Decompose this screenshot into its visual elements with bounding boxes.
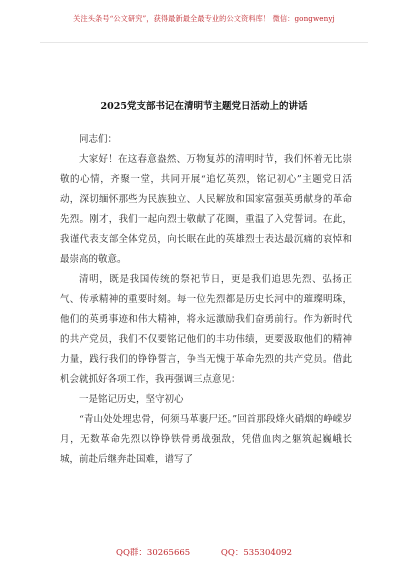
header-note: 关注头条号“公文研究”，获得最新最全最专业的公文资料库！ 微信：gongwenyj — [73, 14, 335, 23]
salutation: 同志们： — [79, 134, 118, 145]
paragraph-2: 清明，既是我国传统的祭祀节日，更是我们追思先烈、弘扬正气、传承精神的重要时刻。每一位先烈都是历史长河中的璀璨明珠，他们的英勇事迹和伟大精神，将永远激励我们奋勇前行。作为新时代的共产党员，我们不仅要铭记他们的丰功伟绩，更要汲取他们的精神力量，践行我们的铮铮誓言，争当无愧于革命先烈的共产党员。借此机会就抓好各项工作，我再强调三点意见： — [60, 274, 352, 385]
paragraph-1: 大家好！在这春意盎然、万物复苏的清明时节，我们怀着无比崇敬的心情，齐聚一堂，共同开展“追忆英烈，铭记初心”主题党日活动，深切缅怀那些为民族独立、人民解放和国家富强英勇献身的革命先烈。刚才，我们一起向烈士敬献了花圈，重温了入党誓词。在此，我谨代表支部全体党员，向长眠在此的英雄烈士表达最沉痛的哀悼和最崇高的敬意。 — [60, 154, 352, 265]
section-heading-1: 一是铭记历史，坚守初心 — [79, 394, 184, 405]
paragraph-3: “青山处处埋忠骨，何须马革裹尸还。”回首那段烽火硝烟的峥嵘岁月，无数革命先烈以铮铮铁骨勇战强敌，凭借血肉之躯筑起巍峨长城，前赴后继奔赴国难，谱写了 — [60, 414, 352, 465]
header-divider — [40, 42, 368, 43]
qq-number: QQ：535304092 — [220, 548, 292, 558]
footer-contacts — [0, 546, 408, 558]
document-body — [60, 120, 352, 470]
document-title: 2025党支部书记在清明节主题党日活动上的讲话 — [100, 101, 308, 112]
qq-group: QQ群：30265665 — [115, 548, 191, 558]
